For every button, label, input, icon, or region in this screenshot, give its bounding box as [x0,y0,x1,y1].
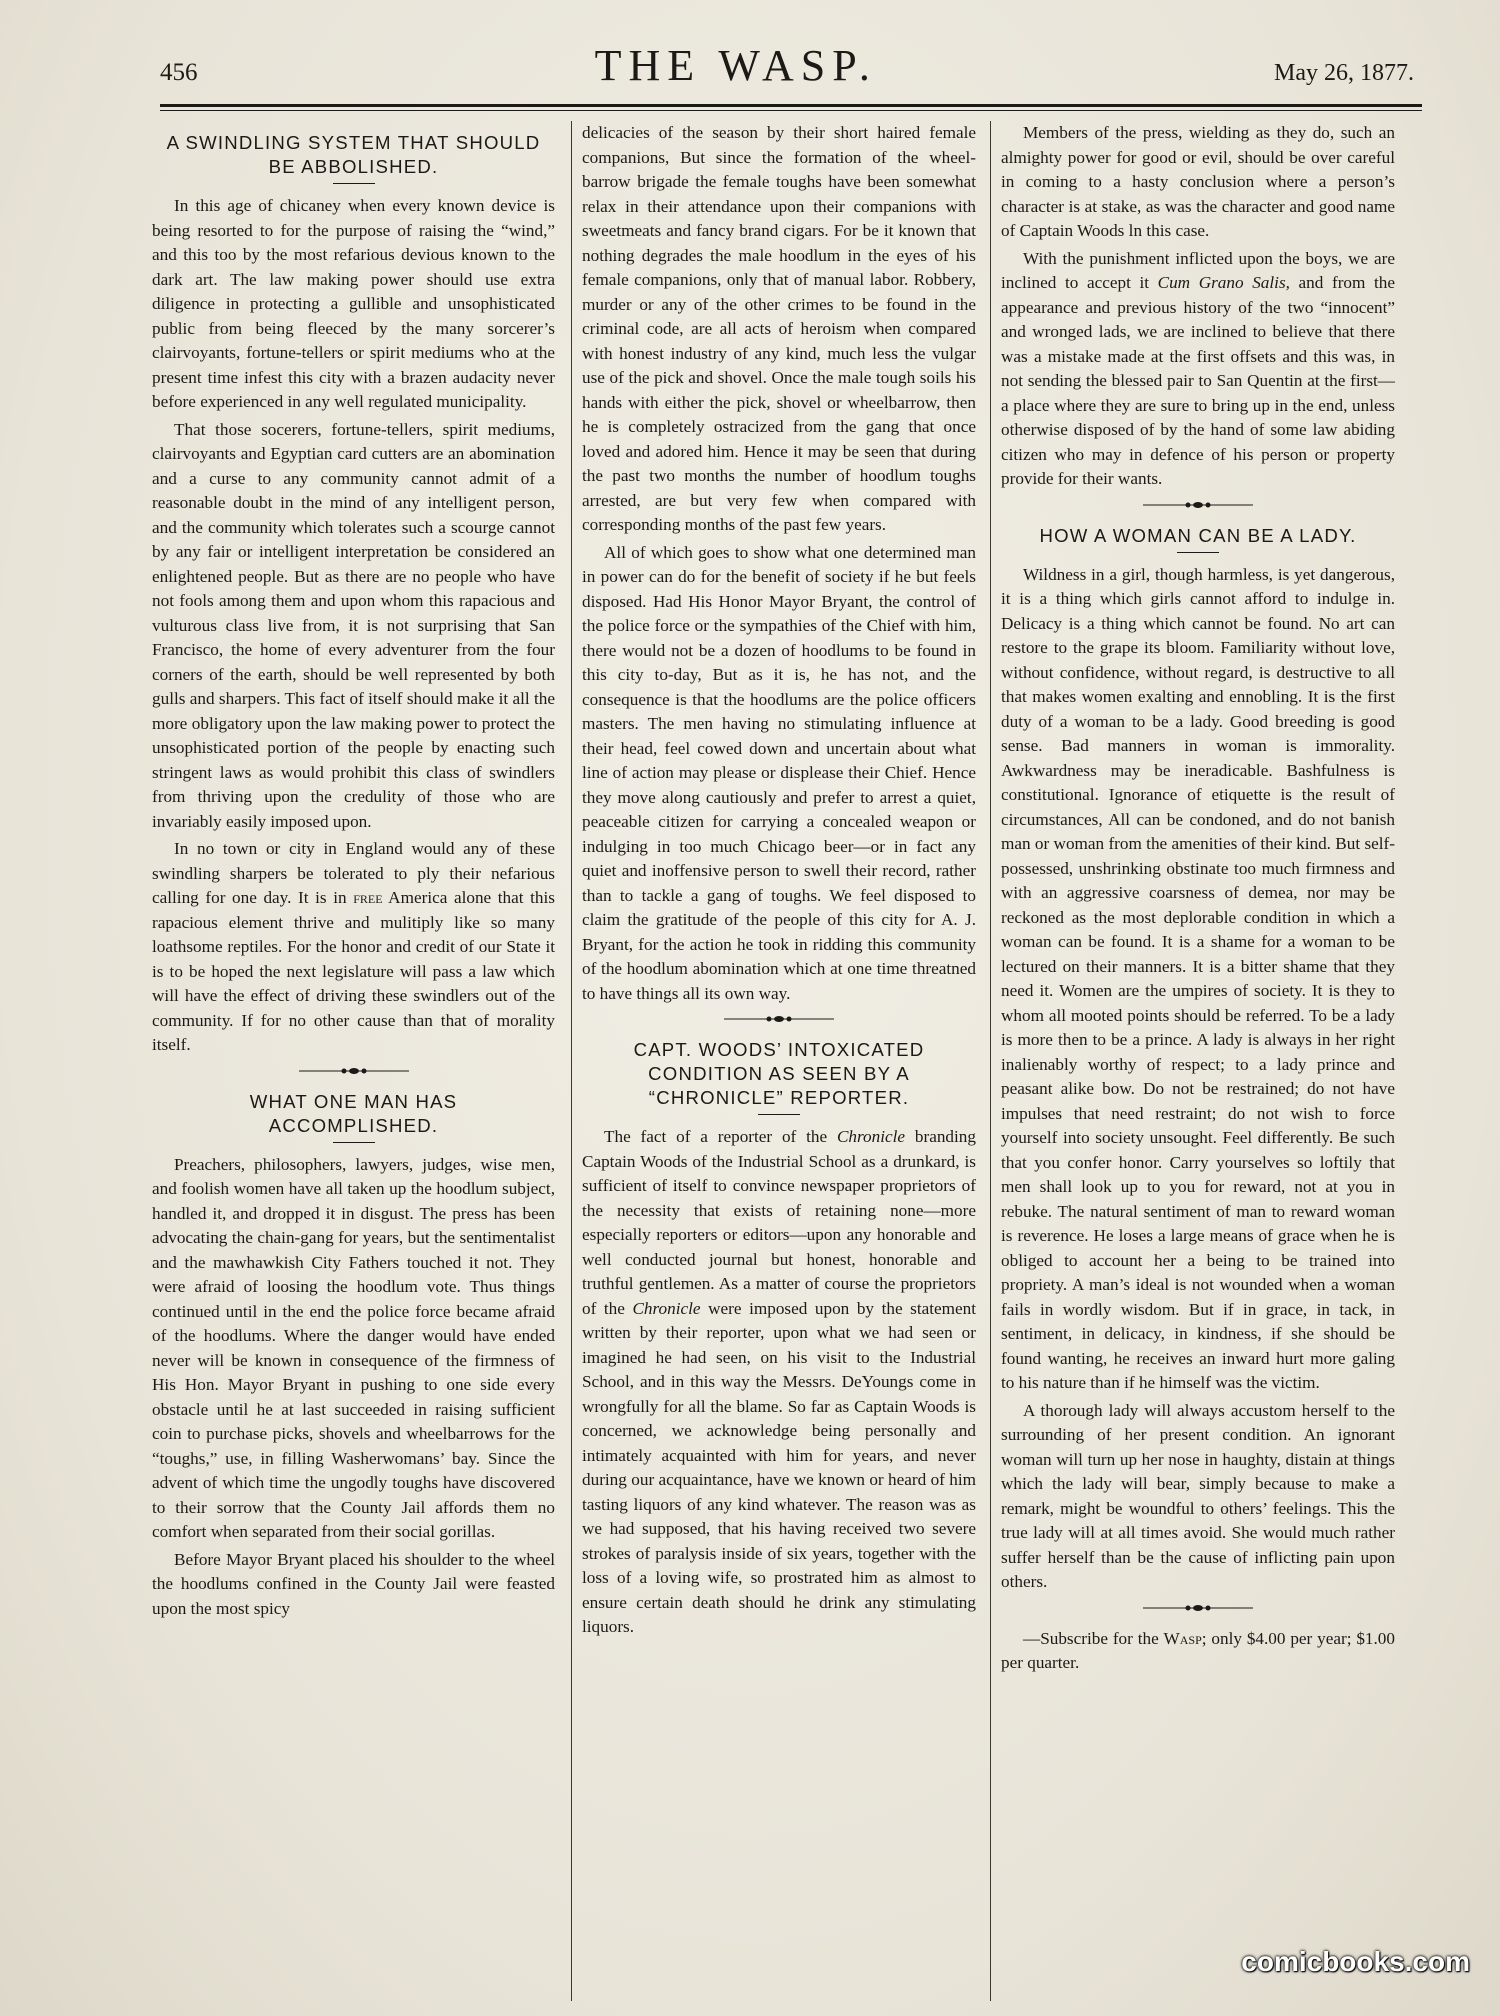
masthead-rule [160,104,1422,111]
watermark: comicbooks.com [1241,1946,1470,1977]
columns [152,121,1422,2001]
paragraph: Preachers, philosophers, lawyers, judges, wise men, and foolish women have all taken up the hoodlum subject, handled it, and dropped it in disgust. The press has been advocating the chain-gang for years, but the sentimentalist and the mawhawkish City Fathers touched it not. They were afraid of loosing the hoodlum vote. Thus things continued until in the end the police force became afraid of the hoodlums. Where the danger would have ended never will be known in consequence of the firmness of His Hon. Mayor Bryant in pushing to one side every obstacle until he at last succeeded in raising sufficient coin to purchase picks, shovels and wheelbarrows for the “toughs,” use, in filling Washerwomans’ bay. Since the advent of which time the ungodly toughs have discovered to their sorrow that the County Jail affords them no comfort when separated from their social gorillas. [152,1154,555,1541]
headline-one-man: WHAT ONE MAN HAS ACCOMPLISHED. [249,1090,458,1136]
headline-capt-woods: CAPT. WOODS’ INTOXICATED CONDITION AS SEEN BY A “CHRONICLE” REPORTER. [633,1039,925,1108]
italic-newspaper-name: Chronicle [836,1127,906,1146]
headline-rule [758,1114,800,1115]
paragraph: The fact of a reporter of the Chronicle branding Captain Woods of the Industrial School as a drunkard, is sufficient of itself to convince newspaper proprietors of the necessity that exists of retaining none—more especially reporters or editors—upon any honorable and well conducted journal but honest, honorable and truthful gentlemen. As a matter of course the proprietors of the Chronicle were imposed upon by the statement written by their reporter, upon what we had seen or imagined he had seen, on his visit to the Industrial School, and in this way the Messrs. DeYoungs come in wrongfully for all the blame. So far as Captain Woods is concerned, we acknowledge being personally and intimately acquainted with him for years, and never during our acquaintance, have we known or heard of him tasting liquors of any kind whatever. The reason was as we had supposed, that his having received two severe strokes of paralysis inside of six years, together with the loss of a loving wife, so prostrated him as almost to ensure certain death should he drink any stimulating liquors. [582,1127,976,1636]
paragraph: All of which goes to show what one determined man in power can do for the benefit of society if he but feels disposed. Had His Honor Mayor Bryant, the control of the police force or the sympathies of the Chief with him, there would not be a dozen of hoodlums to be found in this city to-day, But as it is, he has not, and the consequence is that the hoodlums are the police officers masters. The men having no stimulating influence at their head, feel cowed down and uncertain about what line of action may please or displease their Chief. Hence they move along cautiously and prefer to arrest a quiet, peaceable citizen for carrying a concealed weapon or indulging in too much Chicago beer—or in fact any quiet and inoffensive person to swell their record, rather than to tackle a gang of toughs. We feel disposed to claim the gratitude of the people of this city for A. J. Bryant, for the action he took in ridding this community of the hoodlum abomination which at one time threatned to have things all its own way. [582,542,976,1003]
newspaper-title: THE WASP. [594,41,877,90]
issue-date: May 26, 1877. [1273,60,1414,86]
headline-swindling-system: A SWINDLING SYSTEM THAT SHOULD BE ABBOLISHED. [166,132,541,177]
paragraph: In this age of chicaney when every known device is being resorted to for the purpose of raising the “wind,” and this too by the most refarious devious known to the dark art. The law making power should use extra diligence in protecting a gullible and unsophisticated public from being fleeced by the many sorcerer’s clairvoyants, fortune-tellers or spirit mediums who at the present time infest this city with a brazen audacity never before experienced in any well regulated municipality. [152,196,555,411]
headline-rule [333,1142,375,1143]
section-divider-ornament [1143,1603,1253,1613]
subscribe-notice: —Subscribe for the Wasp; only $4.00 per year; $1.00 per quarter. [1001,1628,1395,1672]
section-divider-ornament [1143,500,1253,510]
italic-newspaper-name: Chronicle [632,1298,701,1318]
paragraph: Wildness in a girl, though harmless, is yet dangerous, it is a thing which girls cannot afford to indulge in. Delicacy is a thing which cannot be found. No art can restore to the grape its bloom. Familiarity without love, without confidence, without regard, is destructive to all that makes women exalting and ennobling. It is the first duty of a woman to be a lady. Good breeding is good sense. Bad manners in woman is immorality. Awkwardness may be ineradicable. Bashfulness is constitutional. Ignorance of etiquette is the result of circumstances, All can be condoned, and do not banish man or woman from the amenities of their kind. But self-possessed, unshrinking obstinate too much firmness and with an aggressive coarsness of demea, nor may be reckoned as the most deplorable condition in which a woman can be found. It is a shame for a woman to be lectured on their manners. It is a bitter shame that they need it. Women are the umpires of society. It is they to whom all mooted points should be referred. To be a lady is more then to be a prince. A lady is always in her right inalienably worthy of respect; to a lady prince and peasant alike bow. Do not be restrained; do not have impulses that need restraint; do not wish to force yourself into society unsought. Feel differently. Be such that you confer honor. Carry yourselves so loftily that men shall look up to you for reward, not at you in rebuke. The natural sentiment of man to reward woman is reverence. He loses a large means of grace when he is obliged to account her a being to be trained into propriety. A man’s ideal is not wounded when a woman fails in wordly wisdom. But if in grace, in tack, in sentiment, in delicacy, in kindness, if she should be found wanting, he receives an inward hurt more galing to his nature than if he himself was the victim. [1001,564,1395,1392]
column-3 [990,121,1395,2001]
headline-woman-lady: HOW A WOMAN CAN BE A LADY. [1039,524,1357,546]
column-2 [571,121,976,2001]
headline-rule [1177,552,1219,553]
paragraph: In no town or city in England would any of these swindling sharpers be tolerated to ply their nefarious calling for one day. It is in free America alone that this rapacious element thrive and mulitiply like so many loathsome reptiles. For the honor and credit of our State it is to be hoped the next legislature will pass a law which will have the effect of driving these swindlers out of the community. If for no other cause than that of morality itself. [152,839,555,1054]
page-number: 456 [160,59,198,86]
headline-rule [333,183,375,184]
paragraph: delicacies of the season by their short haired female companions, But since the formation of the wheel-barrow brigade the female toughs have been somewhat relax in their attendance upon their companions with sweetmeats and fancy brand cigars. For be it known that nothing degrades the male hoodlum in the eyes of his female companions, only that of manual labor. Robbery, murder or any of the other crimes to be found in the criminal code, are all acts of heroism when compared with honest industry of any kind, much less the vulgar use of the pick and shovel. Once the male tough soils his hands with either the pick, shovel or wheelbarrow, then he is completely ostracized from the gang that once loved and adored him. Hence it may be seen that during the past two months the number of hoodlum toughs arrested, are but very few when compared with corresponding months of the past few years. [582,123,976,534]
section-divider-ornament [299,1066,409,1076]
masthead [152,40,1422,94]
column-1 [152,121,557,2001]
paragraph: That those socerers, fortune-tellers, spirit mediums, clairvoyants and Egyptian card cutters are an abomination and a curse to any community cannot admit of a reasonable doubt in the mind of any intelligent person, and the community which tolerates such a scourge cannot by any fair or intelligent interpretation be considered an enlightened people. But as there are no people who have not fools among them and upon whom this rapacious and vulturous class live from, it is not surprising that San Francisco, the home of every adventurer from the four corners of the earth, should be well represented by both gulls and sharpers. This fact of itself should make it all the more obligatory upon the law making power to protect the unsophisticated portion of the people by enacting such stringent laws as would prohibit this class of swindlers from thriving upon the credulity of those who are invariably easily imposed upon. [152,419,555,831]
paragraph: Before Mayor Bryant placed his shoulder to the wheel the hoodlums confined in the County Jail were feasted upon the most spicy [152,1549,555,1618]
italic-latin-phrase: Cum Grano Salis, [1157,273,1290,292]
paragraph: Members of the press, wielding as they do, such an almighty power for good or evil, should be over careful in coming to a hasty conclusion where a person’s character is at stake, as was the character and good name of Captain Woods ln this case. [1001,123,1395,240]
section-divider-ornament [724,1014,834,1024]
paragraph: A thorough lady will always accustom herself to the surrounding of her present condition. An ignorant woman will turn up her nose in haughty, distain at things which the lady will bear, simply because to make a remark, might be woundful to others’ feelings. This the true lady will at all times avoid. She would much rather suffer herself than be the cause of inflicting pain upon others. [1001,1400,1395,1591]
small-caps-word: free [353,888,383,907]
paragraph: With the punishment inflicted upon the boys, we are inclined to accept it Cum Grano Salis, and from the appearance and previous history of the two “innocent” and wronged lads, we are inclined to believe that there was a mistake made at the first offsets and this was, in not sending the blessed pair to San Quentin at the first—a place where they are sure to bring up in the end, unless otherwise disposed of by the hand of some law abiding citizen who may in defence of his person or property provide for their wants. [1001,248,1395,488]
small-caps-word: Wasp [1163,1628,1202,1648]
